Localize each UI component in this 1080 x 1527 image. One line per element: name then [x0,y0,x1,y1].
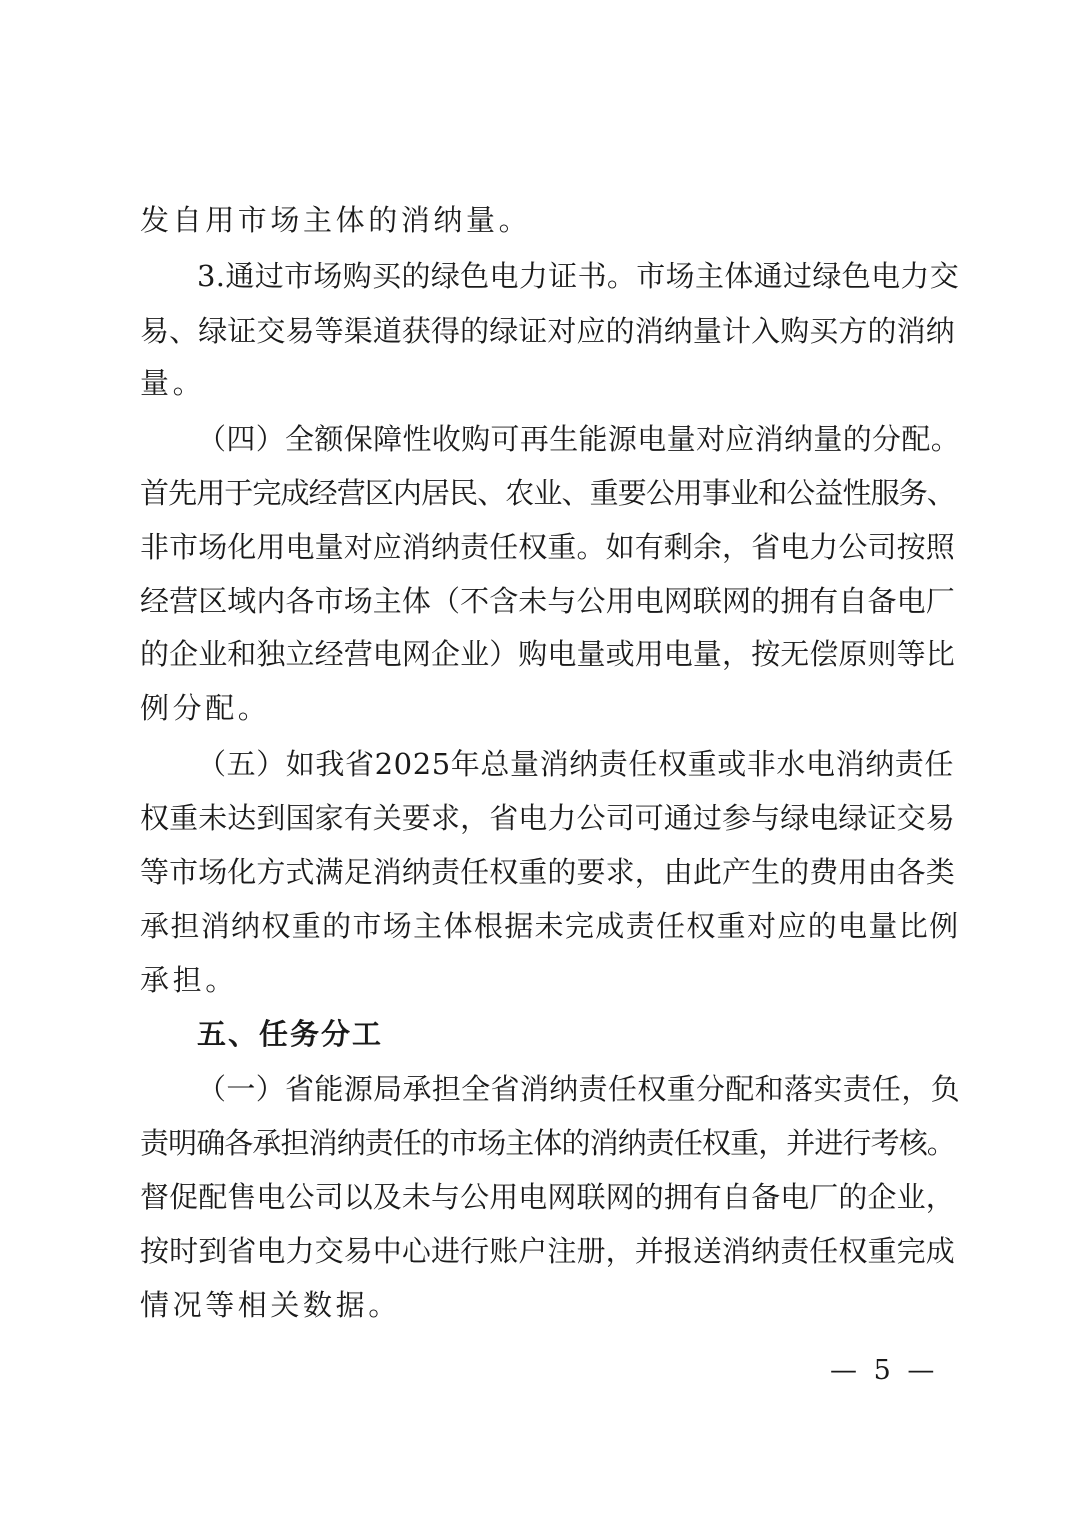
text-line: 经营区域内各市场主体（不含未与公用电网联网的拥有自备电厂 [140,584,955,618]
text-line: 权重未达到国家有关要求，省电力公司可通过参与绿电绿证交易 [140,801,955,835]
page-number: — 5 — [830,1355,939,1386]
text-line: （一）省能源局承担全省消纳责任权重分配和落实责任，负 [197,1072,961,1106]
text-line: 易、绿证交易等渠道获得的绿证对应的消纳量计入购买方的消纳 [140,314,955,348]
text-line: 承担。 [140,963,238,997]
text-line: 责明确各承担消纳责任的市场主体的消纳责任权重，并进行考核。 [140,1126,955,1160]
text-line: （五）如我省2025年总量消纳责任权重或非水电消纳责任 [197,747,955,781]
text-line: 3.通过市场购买的绿色电力证书。市场主体通过绿色电力交 [197,259,960,293]
text-line: 情况等相关数据。 [140,1288,401,1322]
section-heading: 五、任务分工 [197,1017,384,1051]
text-line: （四）全额保障性收购可再生能源电量对应消纳量的分配。 [197,422,961,456]
text-line: 首先用于完成经营区内居民、农业、重要公用事业和公益性服务、 [140,476,955,510]
text-line: 按时到省电力交易中心进行账户注册，并报送消纳责任权重完成 [140,1234,955,1268]
text-line: 督促配售电公司以及未与公用电网联网的拥有自备电厂的企业， [140,1180,955,1214]
text-line: 承担消纳权重的市场主体根据未完成责任权重对应的电量比例 [140,909,960,943]
text-line: 量。 [140,366,206,400]
text-line: 例分配。 [140,691,271,725]
text-line: 非市场化用电量对应消纳责任权重。如有剩余，省电力公司按照 [140,530,955,564]
text-line: 等市场化方式满足消纳责任权重的要求，由此产生的费用由各类 [140,855,955,889]
text-line: 的企业和独立经营电网企业）购电量或用电量，按无偿原则等比 [140,637,955,671]
text-line: 发自用市场主体的消纳量。 [140,203,532,237]
